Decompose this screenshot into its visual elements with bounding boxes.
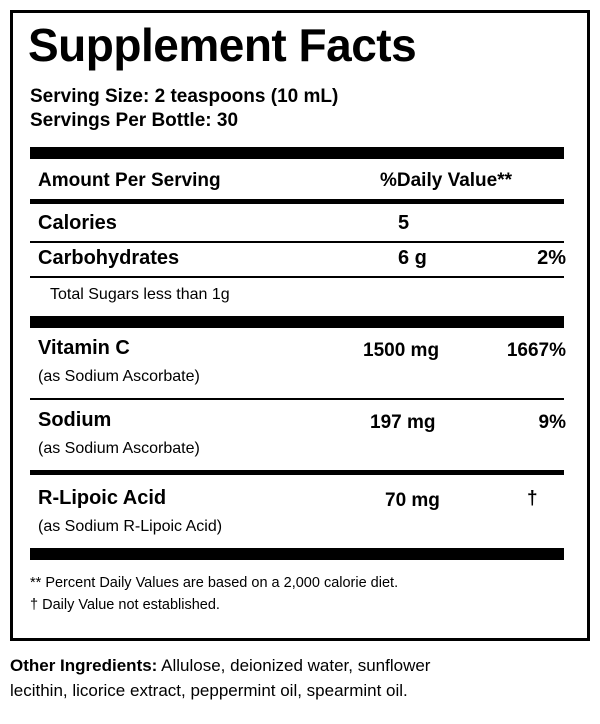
calories-amount: 5 <box>398 212 410 234</box>
total-sugars-label: Total Sugars less than 1g <box>50 286 230 303</box>
sodium-label: Sodium <box>38 409 112 431</box>
other-ingredients-line-1 <box>10 656 430 676</box>
daily-value-footnote: ** Percent Daily Values are based on a 2,000 calorie diet. <box>30 575 399 591</box>
r-lipoic-acid-source: (as Sodium R-Lipoic Acid) <box>38 518 223 535</box>
servings-per-container: Servings Per Bottle: 30 <box>30 110 239 131</box>
calories-label: Calories <box>38 212 117 234</box>
sodium-source: (as Sodium Ascorbate) <box>38 440 200 457</box>
other-ingredients-label: Other Ingredients: <box>10 656 158 675</box>
carbohydrates-dv: 2% <box>537 247 566 269</box>
dagger-footnote: † Daily Value not established. <box>30 597 220 613</box>
r-lipoic-acid-label: R-Lipoic Acid <box>38 487 167 509</box>
medium-divider <box>30 199 564 204</box>
r-lipoic-acid-amount: 70 mg <box>385 490 440 511</box>
thick-divider <box>30 147 564 159</box>
thick-divider <box>30 548 564 560</box>
row-divider <box>30 398 564 400</box>
vitamin-c-dv: 1667% <box>506 340 566 361</box>
panel-title: Supplement Facts <box>28 19 417 71</box>
medium-divider <box>30 470 564 475</box>
vitamin-c-source: (as Sodium Ascorbate) <box>38 368 200 385</box>
other-ingredients-line-2: lecithin, licorice extract, peppermint oil, spearmint oil. <box>10 681 408 700</box>
daily-value-header: %Daily Value** <box>380 170 513 191</box>
row-divider <box>30 276 564 278</box>
amount-per-serving-header: Amount Per Serving <box>38 170 221 191</box>
row-divider <box>30 241 564 243</box>
sodium-amount: 197 mg <box>370 412 436 433</box>
vitamin-c-label: Vitamin C <box>38 337 130 359</box>
vitamin-c-amount: 1500 mg <box>363 340 440 361</box>
carbohydrates-amount: 6 g <box>398 247 427 269</box>
r-lipoic-acid-dv: † <box>527 488 538 509</box>
serving-size: Serving Size: 2 teaspoons (10 mL) <box>30 86 339 107</box>
carbohydrates-label: Carbohydrates <box>38 247 180 269</box>
thick-divider <box>30 316 564 328</box>
sodium-dv: 9% <box>538 412 566 433</box>
other-ingredients-text-1: Allulose, deionized water, sunflower <box>157 656 431 675</box>
